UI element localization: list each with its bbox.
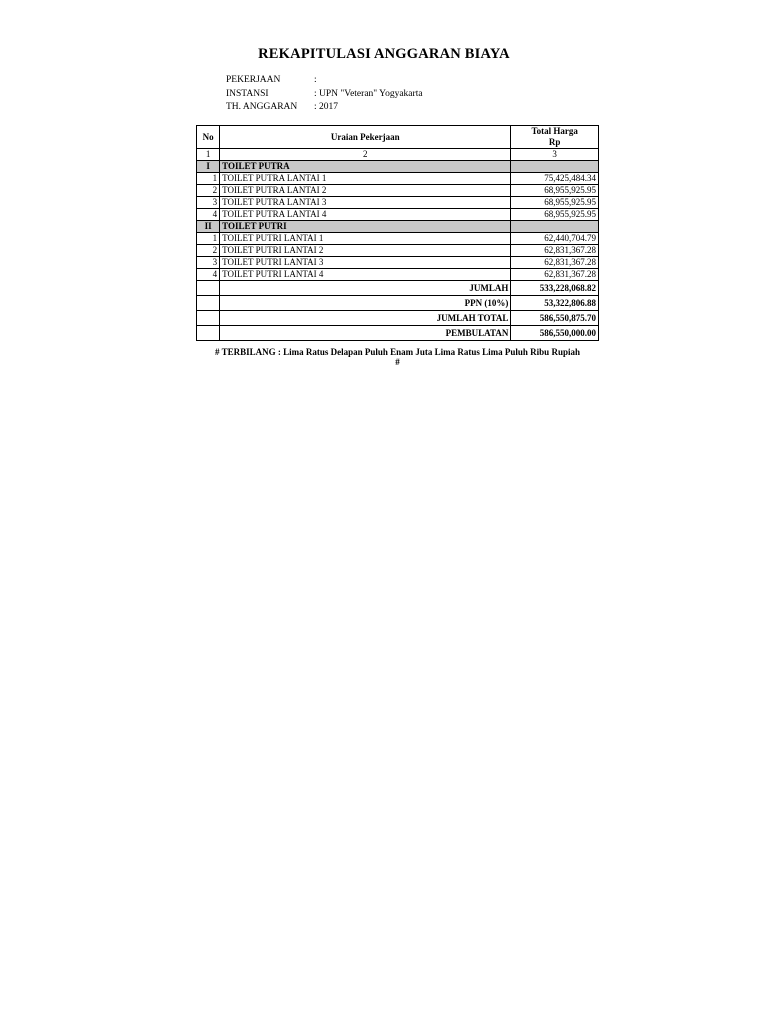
section-row-toilet-putri [197, 221, 599, 233]
table-row [197, 185, 599, 197]
row-uraian: TOILET PUTRA LANTAI 2 [220, 185, 511, 197]
col-number-harga: 3 [511, 149, 599, 161]
table-row [197, 269, 599, 281]
info-value: : UPN "Veteran" Yogyakarta [314, 88, 423, 99]
row-uraian: TOILET PUTRA LANTAI 4 [220, 209, 511, 221]
row-harga: 68,955,925.95 [511, 197, 599, 209]
row-uraian: TOILET PUTRA LANTAI 1 [220, 173, 511, 185]
section-no: II [197, 221, 220, 233]
header-harga-line1: Total Harga [531, 126, 578, 136]
header-uraian: Uraian Pekerjaan [220, 126, 511, 149]
summary-value: 533,228,068.82 [511, 281, 599, 296]
summary-row-jumlah [197, 281, 599, 296]
row-no: 2 [197, 245, 220, 257]
row-harga: 68,955,925.95 [511, 185, 599, 197]
section-no: I [197, 161, 220, 173]
row-uraian: TOILET PUTRI LANTAI 3 [220, 257, 511, 269]
table-header-row [197, 126, 599, 149]
row-no: 1 [197, 233, 220, 245]
summary-label: PPN (10%) [220, 296, 511, 311]
info-value: : 2017 [314, 102, 339, 112]
summary-value: 586,550,000.00 [511, 326, 599, 341]
info-row-tahun-anggaran [226, 101, 423, 115]
section-harga [511, 161, 599, 173]
row-harga: 62,831,367.28 [511, 257, 599, 269]
summary-label: JUMLAH [220, 281, 511, 296]
row-no: 4 [197, 269, 220, 281]
section-row-toilet-putra [197, 161, 599, 173]
summary-row-jumlah-total [197, 311, 599, 326]
row-harga: 62,831,367.28 [511, 245, 599, 257]
header-harga-line2: Rp [548, 137, 561, 147]
col-number-uraian: 2 [220, 149, 511, 161]
row-harga: 68,955,925.95 [511, 209, 599, 221]
table-row [197, 233, 599, 245]
summary-value: 53,322,806.88 [511, 296, 599, 311]
document-title: REKAPITULASI ANGGARAN BIAYA [258, 46, 510, 62]
row-no: 3 [197, 197, 220, 209]
row-no: 2 [197, 185, 220, 197]
summary-no [197, 281, 220, 296]
summary-label: PEMBULATAN [220, 326, 511, 341]
table-row [197, 209, 599, 221]
row-harga: 62,440,704.79 [511, 233, 599, 245]
info-value: : [314, 75, 317, 85]
row-harga: 62,831,367.28 [511, 269, 599, 281]
terbilang-line1: # TERBILANG : Lima Ratus Delapan Puluh Enam Juta Lima Ratus Lima Puluh Ribu Rupiah [215, 347, 580, 357]
section-harga [511, 221, 599, 233]
summary-no [197, 296, 220, 311]
summary-row-ppn [197, 296, 599, 311]
row-no: 3 [197, 257, 220, 269]
row-uraian: TOILET PUTRI LANTAI 1 [220, 233, 511, 245]
info-label: INSTANSI [226, 88, 269, 99]
info-row-instansi [226, 88, 423, 102]
info-block [226, 74, 423, 115]
row-uraian: TOILET PUTRI LANTAI 4 [220, 269, 511, 281]
row-harga: 75,425,484.34 [511, 173, 599, 185]
header-total-harga [511, 126, 599, 149]
section-title: TOILET PUTRA [220, 161, 511, 173]
summary-no [197, 326, 220, 341]
info-row-pekerjaan [226, 74, 423, 88]
info-label: TH. ANGGARAN [226, 102, 298, 112]
table-row [197, 173, 599, 185]
section-title: TOILET PUTRI [220, 221, 511, 233]
row-uraian: TOILET PUTRI LANTAI 2 [220, 245, 511, 257]
table-row [197, 245, 599, 257]
row-uraian: TOILET PUTRA LANTAI 3 [220, 197, 511, 209]
header-no: No [197, 126, 220, 149]
terbilang-line2: # [395, 357, 400, 367]
col-number-no: 1 [197, 149, 220, 161]
rekap-table [196, 125, 599, 341]
table-row [197, 197, 599, 209]
terbilang-text [196, 347, 599, 367]
column-number-row [197, 149, 599, 161]
summary-row-pembulatan [197, 326, 599, 341]
table-row [197, 257, 599, 269]
row-no: 1 [197, 173, 220, 185]
summary-no [197, 311, 220, 326]
row-no: 4 [197, 209, 220, 221]
summary-label: JUMLAH TOTAL [220, 311, 511, 326]
info-label: PEKERJAAN [226, 75, 281, 85]
summary-value: 586,550,875.70 [511, 311, 599, 326]
